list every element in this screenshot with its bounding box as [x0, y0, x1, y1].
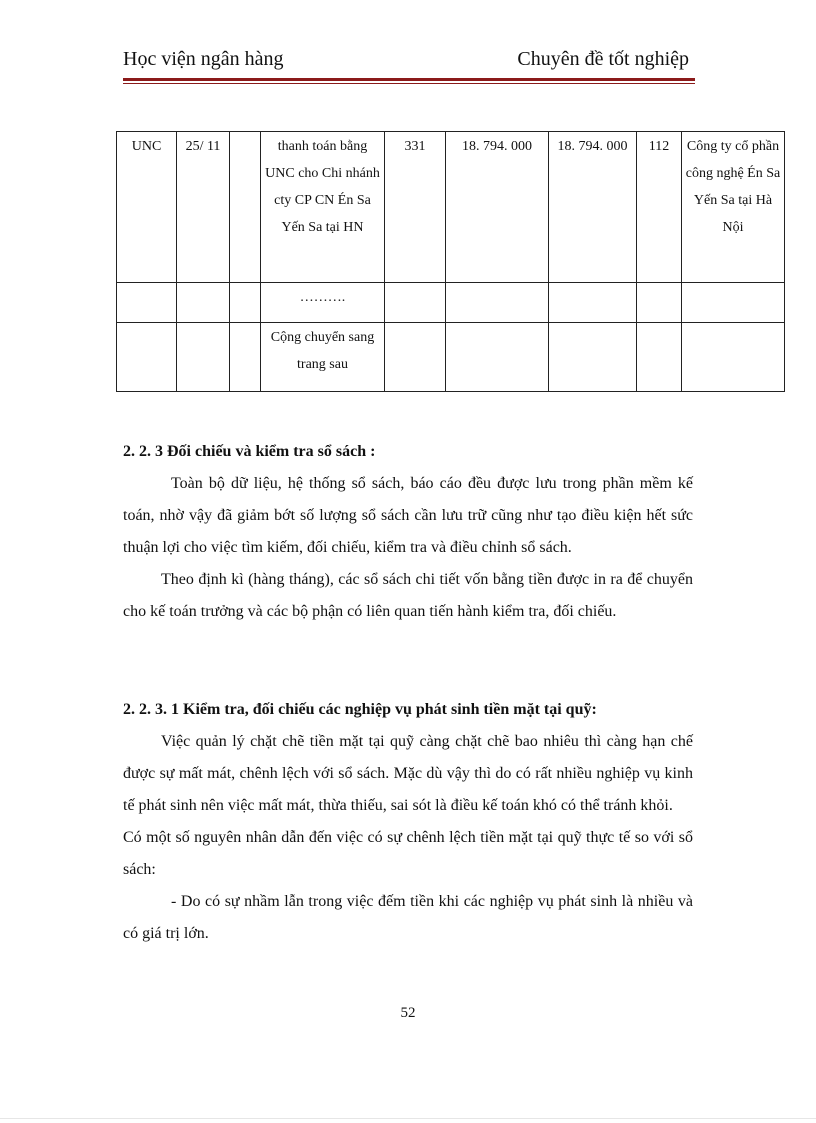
table-cell [117, 283, 177, 323]
table-cell [385, 283, 446, 323]
table-cell [446, 323, 549, 392]
amount-cell: 18. 794. 000 [549, 132, 637, 283]
account-cell: 331 [385, 132, 446, 283]
amount-cell: 18. 794. 000 [446, 132, 549, 283]
page-header [123, 48, 689, 76]
table-cell [385, 323, 446, 392]
table-cell [177, 283, 230, 323]
ledger-table [116, 131, 785, 392]
doc-type-cell: UNC [117, 132, 177, 283]
table-cell [177, 323, 230, 392]
ellipsis-cell: ………. [261, 283, 385, 323]
table-cell [117, 323, 177, 392]
table-row [117, 283, 785, 323]
table-cell [549, 283, 637, 323]
table-cell [230, 323, 261, 392]
table-cell [549, 323, 637, 392]
paragraph: Toàn bộ dữ liệu, hệ thống sổ sách, báo cáo đều được lưu trong phần mềm kế toán, nhờ vậy đã giảm bớt số lượng sổ sách cần lưu trữ cũng như tạo điều kiện hết sức thuận lợi cho việc tìm kiếm, đối chiếu, kiểm tra và điều chỉnh sổ sách. [123, 475, 693, 556]
paragraph: Theo định kì (hàng tháng), các sổ sách chi tiết vốn bằng tiền được in ra để chuyển cho kế toán trưởng và các bộ phận có liên quan tiến hành kiểm tra, đối chiếu. [123, 571, 693, 620]
bullet-paragraph: - Do có sự nhầm lẫn trong việc đếm tiền khi các nghiệp vụ phát sinh là nhiều và có giá trị lớn. [123, 893, 693, 942]
section-2-2-3-1 [123, 694, 693, 950]
table-cell [637, 283, 682, 323]
paragraph: Việc quản lý chặt chẽ tiền mặt tại quỹ càng chặt chẽ bao nhiêu thì càng hạn chế được sự mất mát, chênh lệch với sổ sách. Mặc dù vậy thì do có rất nhiều nghiệp vụ kinh tế phát sinh nên việc mất mát, thừa thiếu, sai sót là điều kế toán khó có thể tránh khỏi. [123, 733, 693, 814]
table-row [117, 323, 785, 392]
footer-divider [0, 1118, 816, 1119]
header-institution: Học viện ngân hàng [123, 48, 284, 70]
table-cell [682, 283, 785, 323]
date-cell: 25/ 11 [177, 132, 230, 283]
carry-forward-cell: Cộng chuyển sang trang sau [261, 323, 385, 392]
page-number: 52 [400, 1005, 416, 1021]
counterparty-cell: Công ty cổ phần công nghệ Én Sa Yến Sa tại Hà Nội [682, 132, 785, 283]
table-cell [446, 283, 549, 323]
section-2-2-3 [123, 436, 693, 628]
table-cell [682, 323, 785, 392]
header-rule-thick [123, 78, 695, 81]
header-rule-thin [123, 83, 695, 84]
paragraph: Có một số nguyên nhân dẫn đến việc có sự chênh lệch tiền mặt tại quỹ thực tế so với sổ sách: [123, 829, 693, 878]
table-cell [230, 283, 261, 323]
description-cell: thanh toán bằng UNC cho Chi nhánh cty CP CN Én Sa Yến Sa tại HN [261, 132, 385, 283]
contra-account-cell: 112 [637, 132, 682, 283]
table-row [117, 132, 785, 283]
header-document-type: Chuyên đề tốt nghiệp [517, 48, 689, 70]
number-cell [230, 132, 261, 283]
section-title: 2. 2. 3. 1 Kiểm tra, đối chiếu các nghiệp vụ phát sinh tiền mặt tại quỹ: [123, 701, 597, 718]
section-title: 2. 2. 3 Đối chiếu và kiểm tra sổ sách : [123, 443, 376, 460]
table-cell [637, 323, 682, 392]
